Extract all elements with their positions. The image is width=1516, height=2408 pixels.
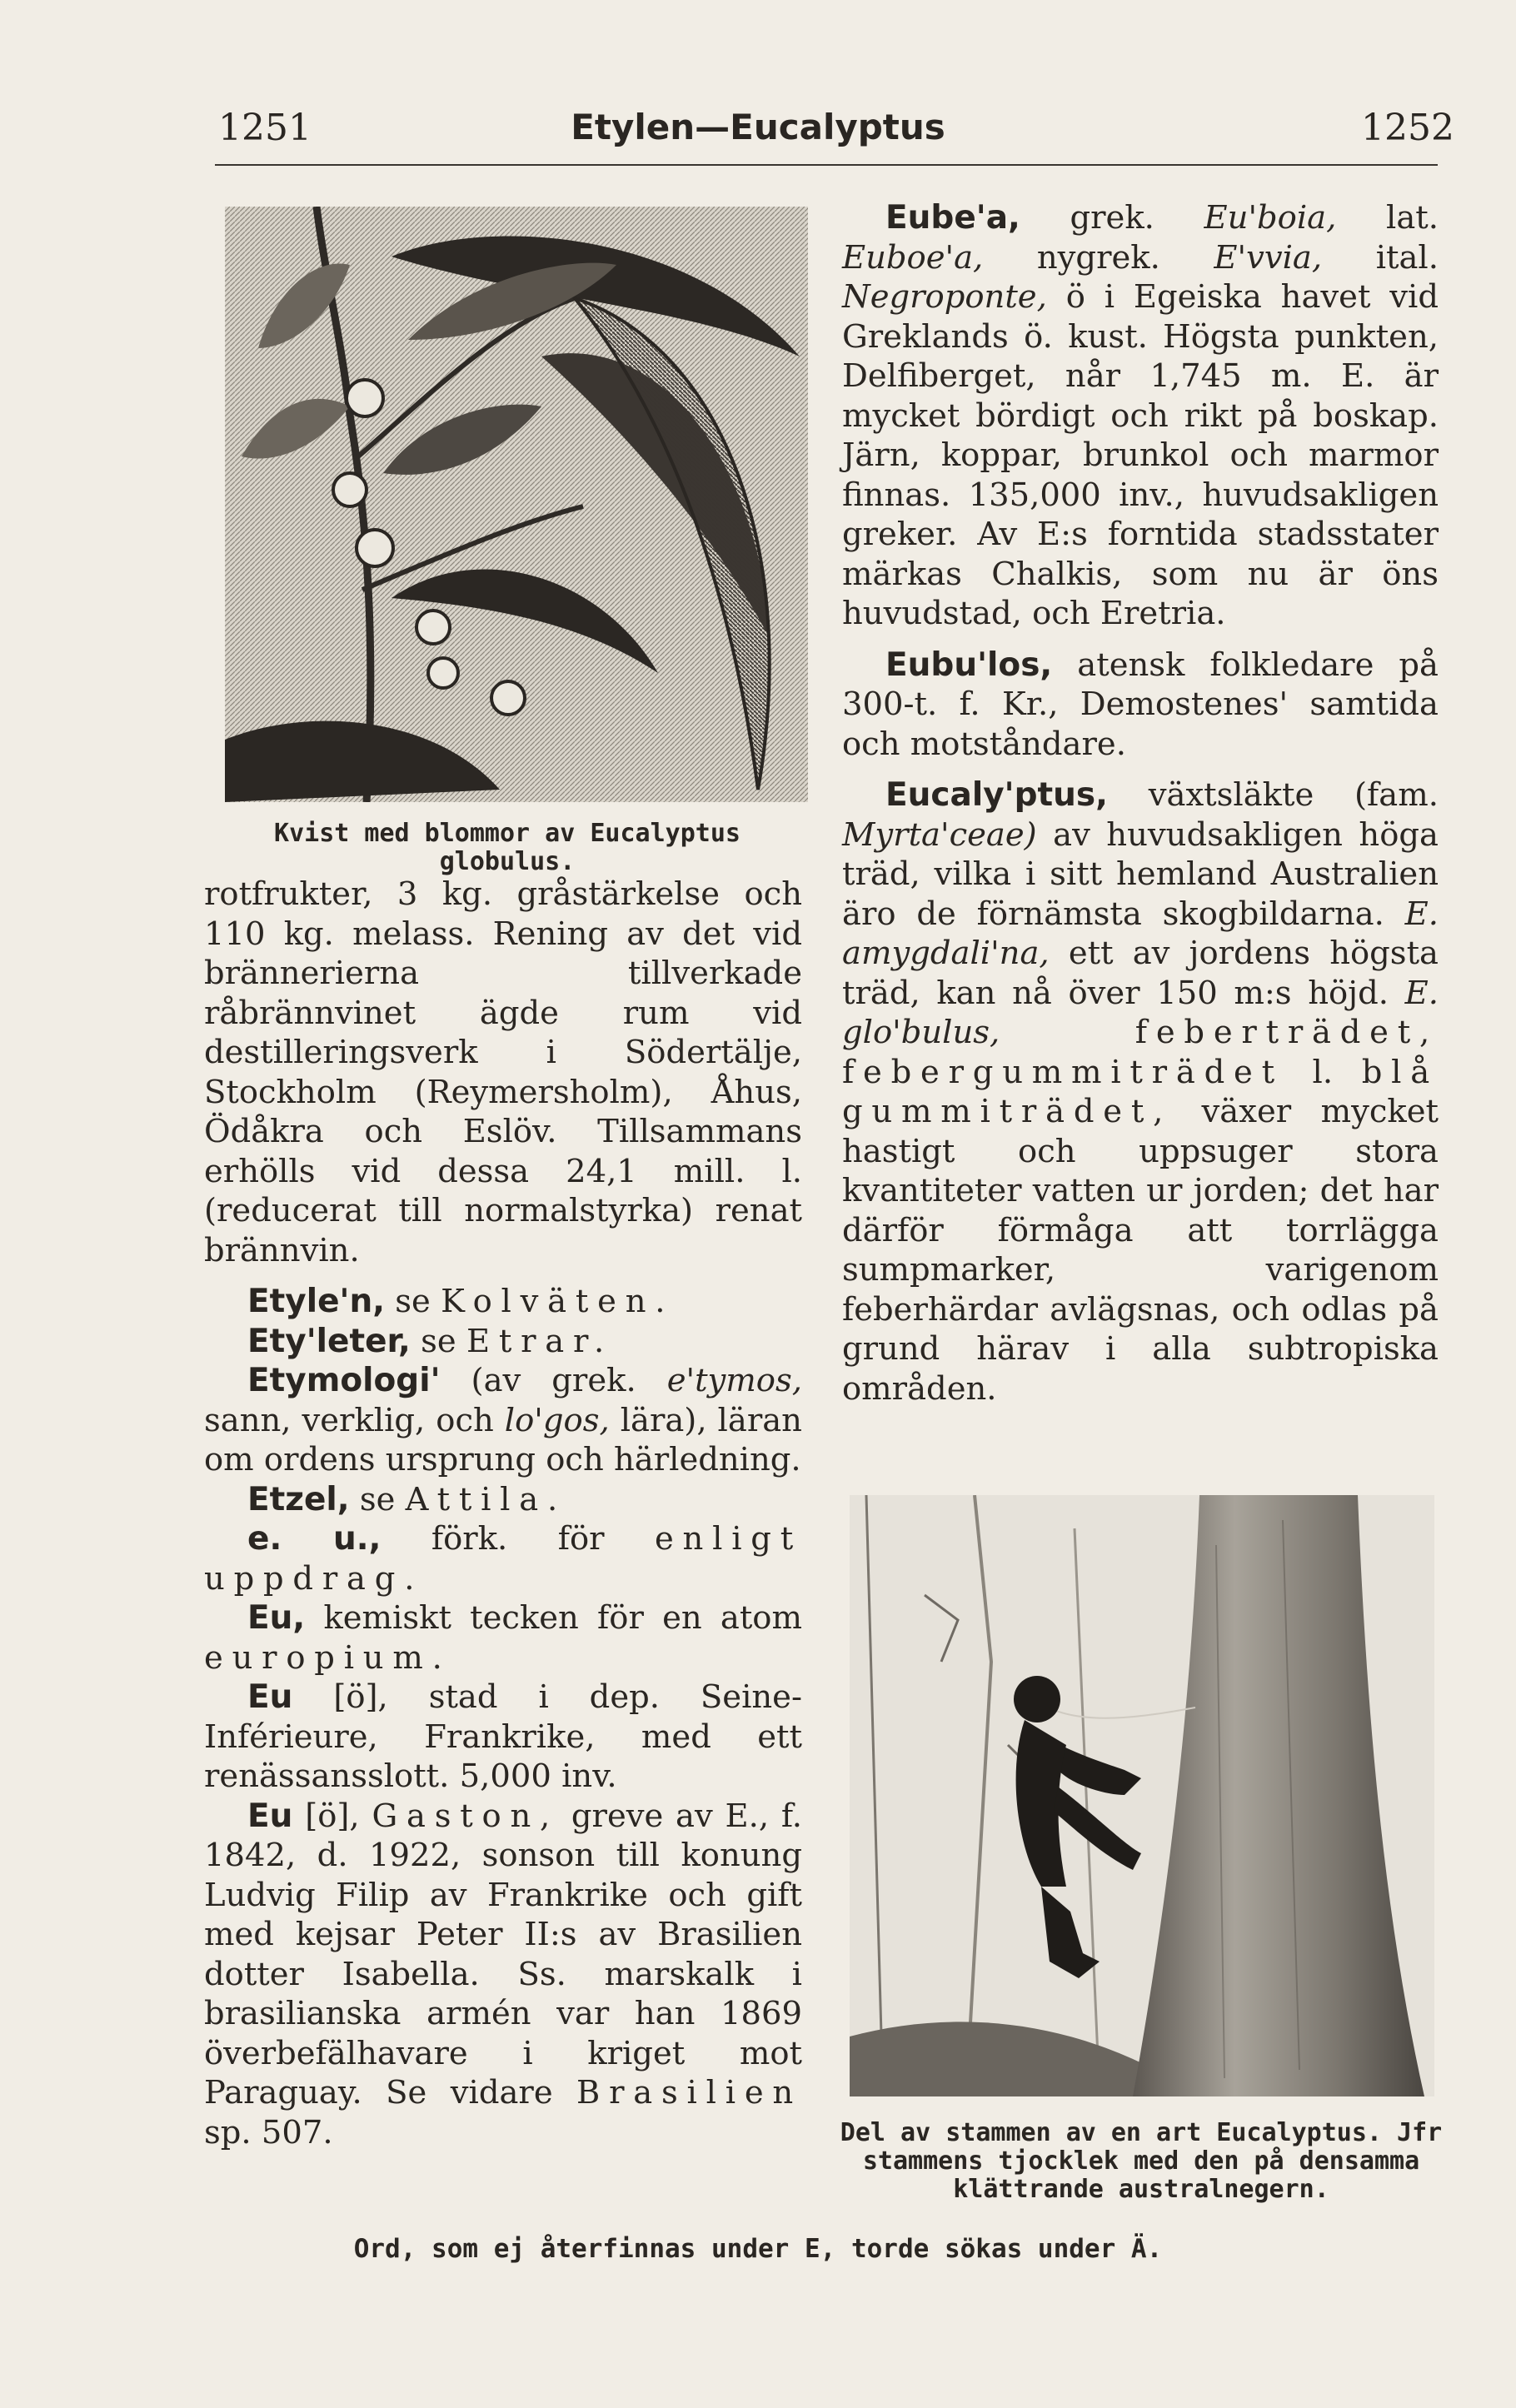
headword: Etymologi' [247, 1362, 441, 1399]
entry-text: se [421, 1322, 456, 1360]
headword: Eu, [247, 1599, 306, 1637]
eucalyptus-branch-illustration [225, 207, 808, 802]
page-number-right: 1252 [1361, 107, 1454, 149]
entry-text: växtsläkte (fam. [1148, 776, 1439, 814]
cross-reference: europium. [204, 1638, 451, 1677]
eucalyptus-trunk-photo [850, 1495, 1434, 2096]
italic-term: Myrta'ceae) [842, 815, 1037, 854]
entry-text: [ö], [305, 1797, 360, 1835]
entry-text: ö i Egeiska havet vid Greklands ö. kust. Högsta punkten, Delfiberget, når 1,745 m. E. är mycket bördigt och rikt på boskap. Järn, koppar, brunkol och marmor finnas. 135,000 inv., huvudsakligen greker. Av E:s forntida stadsstater märkas Chalkis, som nu är öns huvudstad, och Eretria. [842, 278, 1439, 632]
headword: Ety'leter, [247, 1322, 411, 1360]
cross-reference: Kolväten. [441, 1283, 675, 1320]
entry-text: växer mycket hastigt och uppsuger stora kvantiteter vatten ur jorden; det har därför förmåga att torrlägga sumpmarker, varigenom feberhärdar avlägsnas, och odlas på grund härav i alla subtropiska områden. [842, 1093, 1439, 1408]
entry-text: greve av E., f. 1842, d. 1922, sonson till konung Ludvig Filip av Frankrike och gift med kejsar Peter II:s av Brasilien dotter Isabella. Ss. marskalk i brasilianska armén var han 1869 överbefälhavare i kriget mot Paraguay. Se vidare [204, 1797, 803, 2111]
headword: Etzel, [247, 1480, 350, 1518]
left-column [204, 875, 802, 2152]
entry-etylen [204, 1282, 802, 1322]
italic-term: E'vvia, [1214, 238, 1323, 277]
headword: Eubu'los, [885, 646, 1053, 684]
entry-text: l. [1312, 1053, 1334, 1091]
right-column [842, 198, 1439, 1408]
entry-etzel [204, 1480, 802, 1520]
continuation-paragraph: rotfrukter, 3 kg. gråstärkelse och 110 kg. melass. Rening av det vid brännerierna tillverkade råbrännvinet ägde rum vid destilleringsverk i Södertälje, Stockholm (Reymersholm), Åhus, Ödåkra och Eslöv. Tillsammans erhölls vid dessa 24,1 mill. l. (reducerat till normalstyrka) renat brännvin. [204, 875, 802, 1269]
italic-term: Negroponte, [842, 278, 1047, 316]
headword: Etyle'n, [247, 1283, 386, 1320]
entry-text: kemiskt tecken för en atom [323, 1599, 802, 1637]
italic-term: Eu'boia, [1204, 199, 1337, 237]
cross-reference: Brasilien [576, 2074, 802, 2111]
cross-reference: Etrar. [466, 1322, 613, 1360]
page-footer-note: Ord, som ej återfinnas under E, torde sökas under Ä. [353, 2234, 1163, 2264]
entry-text: ett av jordens högsta träd, kan nå över 150 m:s höjd. [842, 935, 1439, 1012]
entry-text: av huvudsakligen höga träd, vilka i sitt hemland Australien äro de förnämsta skogbildarna. [842, 815, 1439, 933]
entry-text: förk. för [431, 1520, 605, 1558]
entry-text: lära), läran om ordens ursprung och härledning. [204, 1401, 802, 1478]
entry-eu-person [204, 1797, 802, 2153]
entry-text: (av grek. [471, 1362, 636, 1399]
figure-caption-trunk: Del av stammen av en art Eucalyptus. Jfr stammens tjocklek med den på densamma klättrande australnegern. [840, 2118, 1443, 2204]
entry-eu-abbreviation [204, 1519, 802, 1598]
entry-text: sann, verklig, och [204, 1401, 494, 1439]
header-rule [215, 164, 1438, 166]
italic-term: E. glo'bulus, [842, 974, 1439, 1051]
entry-text: grek. [1070, 199, 1154, 237]
headword: Eucaly'ptus, [885, 776, 1108, 814]
entry-eu-chemical [204, 1598, 802, 1678]
italic-term: lo'gos, [504, 1401, 610, 1439]
running-title: Etylen—Eucalyptus [571, 107, 945, 147]
headword: Eube'a, [885, 199, 1020, 237]
italic-term: e'tymos, [666, 1362, 802, 1399]
entry-etymologi [204, 1361, 802, 1480]
headword: Eu [247, 1797, 293, 1835]
entry-text: lat. [1386, 199, 1439, 237]
entry-eu-place [204, 1678, 802, 1797]
entry-text: [ö], stad i dep. Seine-Inférieure, Frankrike, med ett renässansslott. 5,000 inv. [204, 1678, 802, 1795]
entry-text: ital. [1375, 238, 1439, 277]
entry-text: atensk folkledare på 300-t. f. Kr., Demostenes' samtida och motståndare. [842, 646, 1439, 763]
entry-text: se [359, 1480, 396, 1518]
page-number-left: 1251 [218, 107, 312, 149]
cross-reference: Attila. [405, 1480, 567, 1518]
entry-etyleter [204, 1322, 802, 1362]
entry-text: se [395, 1283, 431, 1320]
entry-eubulos [842, 646, 1439, 765]
spaced-term: feberträdet, febergummiträdet [842, 1014, 1439, 1091]
figure-caption-branch: Kvist med blommor av Eucalyptus globulus. [274, 819, 741, 876]
cross-reference: enligt uppdrag. [204, 1520, 802, 1598]
entry-eucalyptus [842, 775, 1439, 1408]
spaced-term: blå gummiträdet, [842, 1053, 1439, 1130]
italic-term: E. amygdali'na, [842, 895, 1439, 972]
italic-term: Euboe'a, [842, 238, 984, 277]
headword: Eu [247, 1678, 293, 1716]
entry-text: nygrek. [1036, 238, 1160, 277]
spaced-name: Gaston, [372, 1797, 560, 1835]
headword: e. u., [247, 1520, 381, 1558]
entry-text: sp. 507. [204, 2113, 333, 2151]
entry-eubea [842, 198, 1439, 634]
